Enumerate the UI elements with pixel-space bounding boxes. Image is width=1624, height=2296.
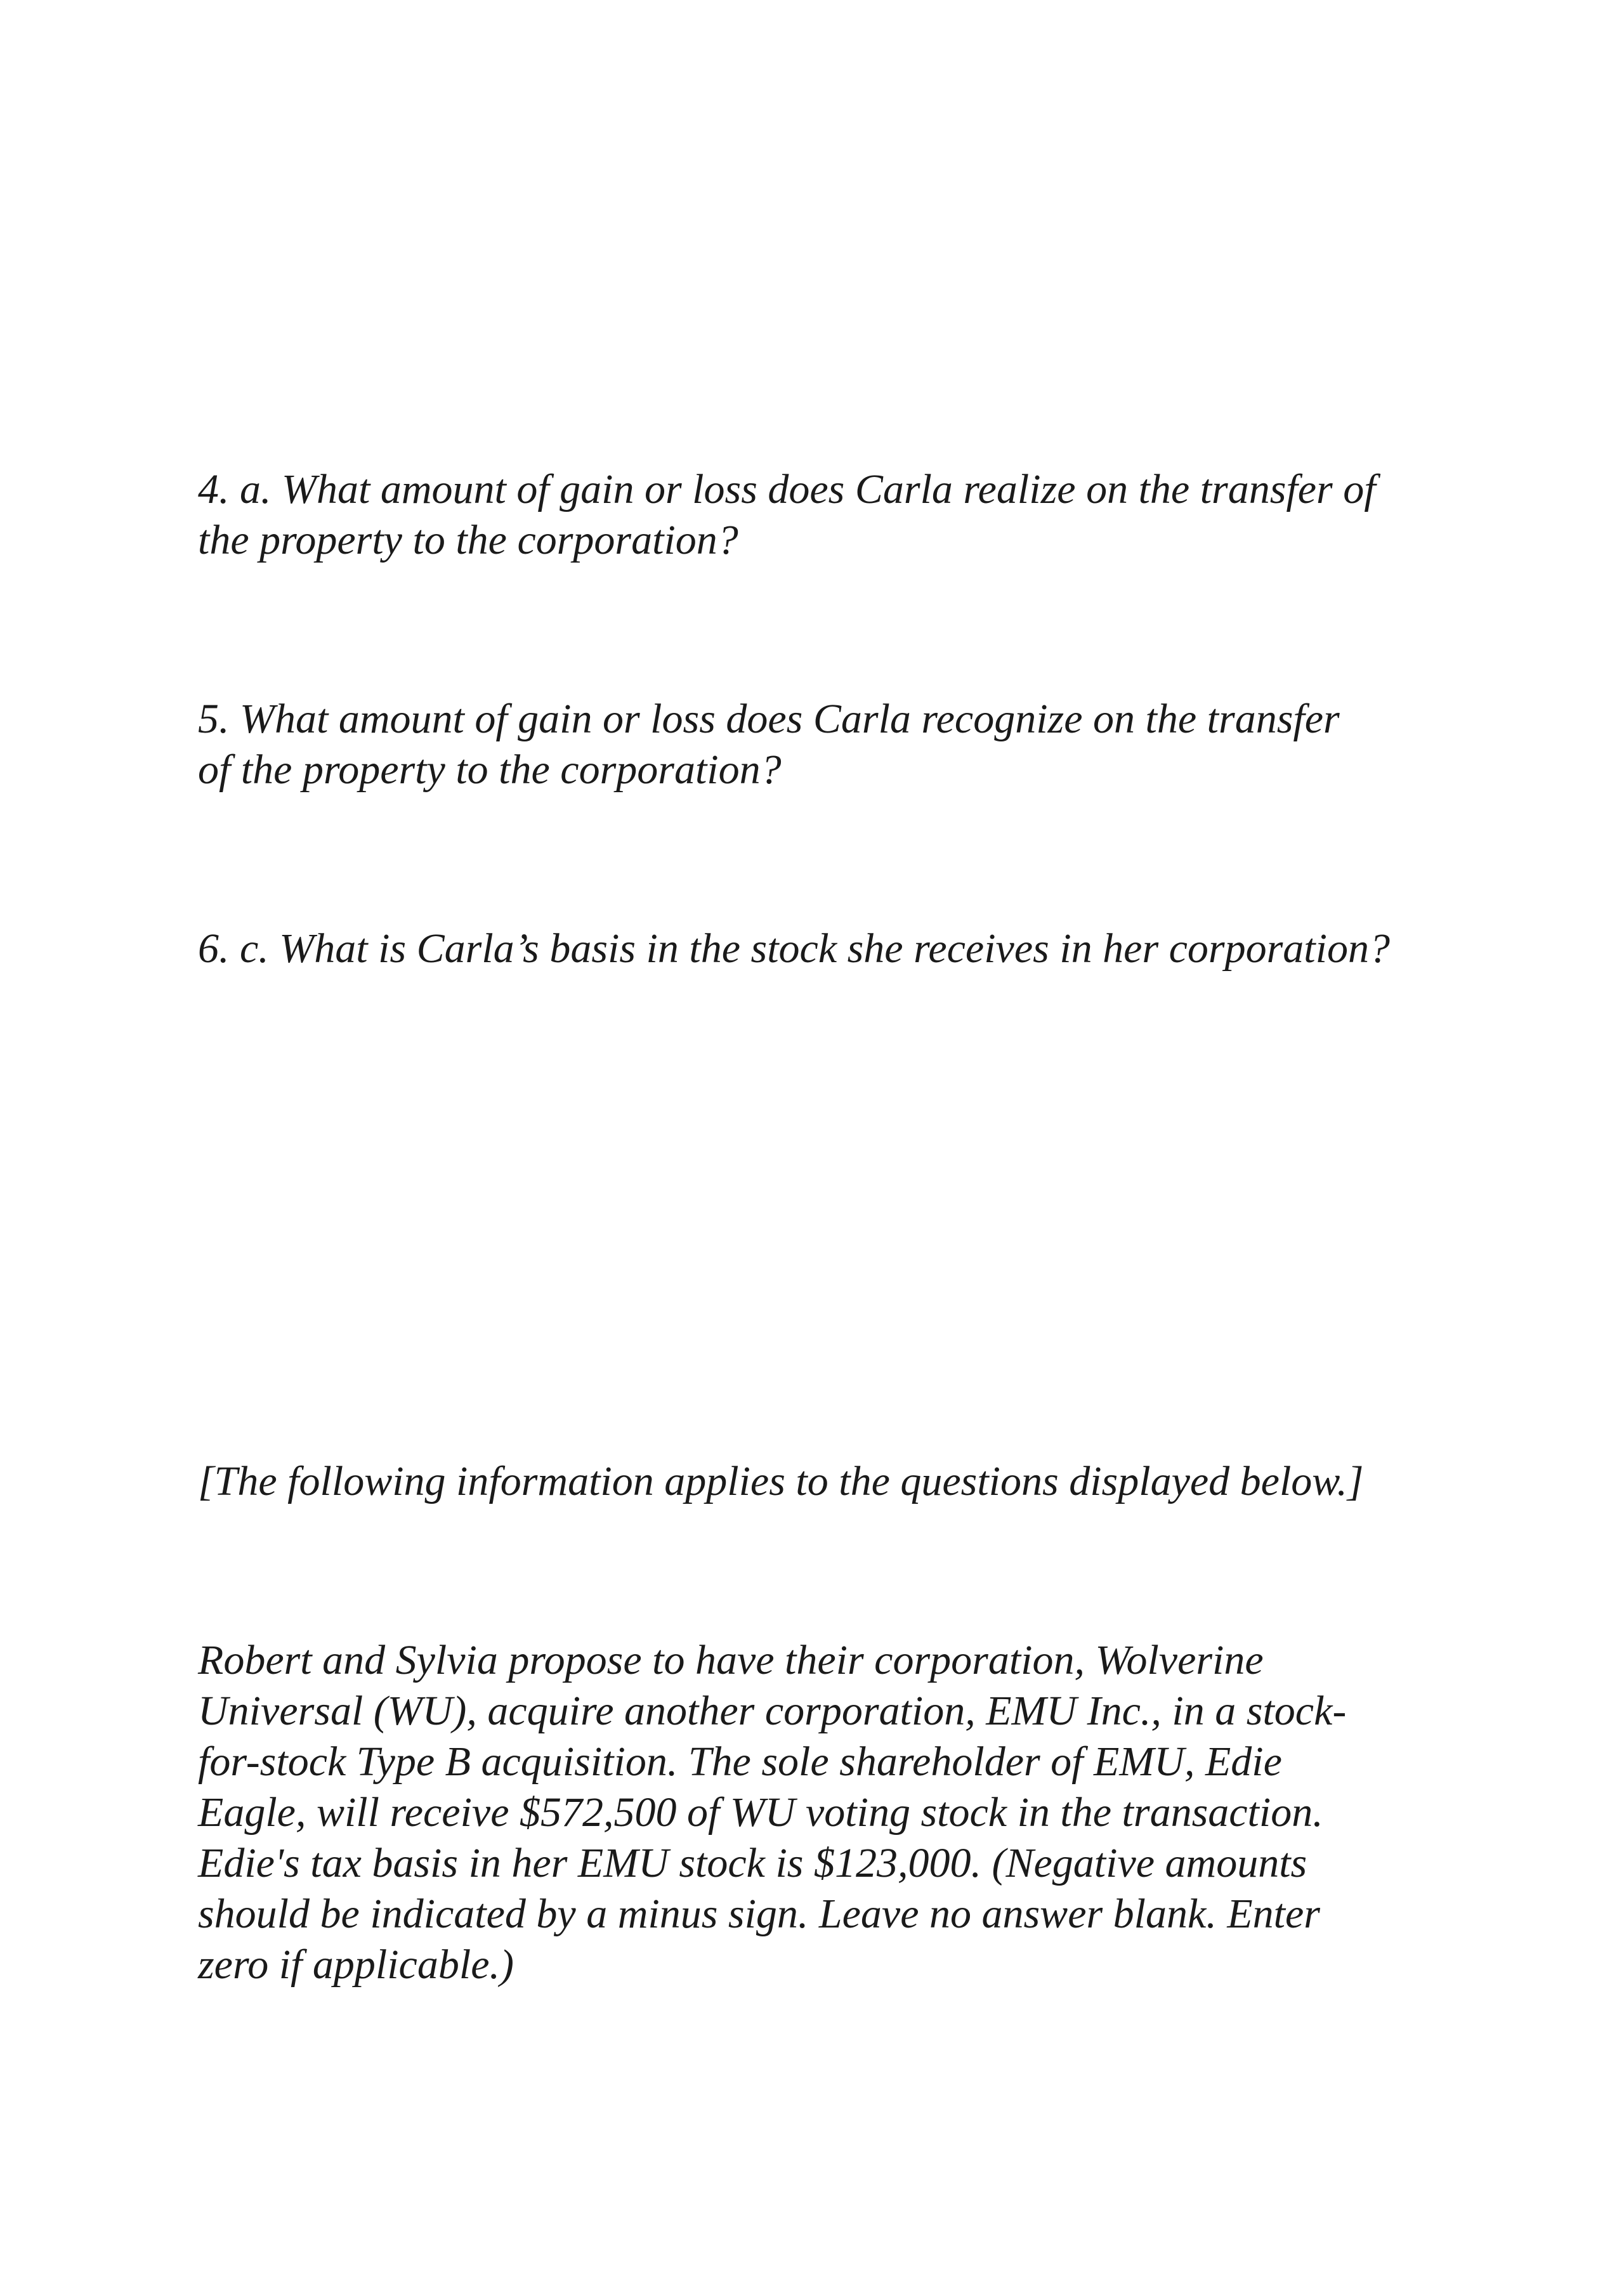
- question-5-line: of the property to the corporation?: [198, 747, 782, 793]
- scenario-line: Edie's tax basis in her EMU stock is $123,000. (Negative amounts: [198, 1840, 1307, 1886]
- scenario-line: zero if applicable.): [198, 1941, 514, 1988]
- scenario-line: Eagle, will receive $572,500 of WU voting stock in the transaction.: [198, 1789, 1323, 1836]
- question-6c-line: 6. c. What is Carla’s basis in the stock she receives in her corporation?: [198, 925, 1390, 972]
- question-5-line: 5. What amount of gain or loss does Carla recognize on the transfer: [198, 696, 1340, 742]
- question-4a-line: the property to the corporation?: [198, 517, 738, 563]
- scenario-line: should be indicated by a minus sign. Leave no answer blank. Enter: [198, 1891, 1320, 1937]
- info-note-text: [The following information applies to the questions displayed below.]: [198, 1458, 1364, 1504]
- scenario-line: Robert and Sylvia propose to have their corporation, Wolverine: [198, 1637, 1264, 1683]
- question-4a-line: 4. a. What amount of gain or loss does Carla realize on the transfer of: [198, 466, 1376, 512]
- question-6c: [198, 923, 1505, 974]
- scenario-line: Universal (WU), acquire another corporation, EMU Inc., in a stock-: [198, 1688, 1347, 1734]
- question-4a: [198, 464, 1505, 566]
- question-5: [198, 694, 1505, 795]
- scenario-paragraph: [198, 1635, 1505, 1990]
- info-note: [198, 1456, 1505, 1507]
- scenario-line: for-stock Type B acquisition. The sole shareholder of EMU, Edie: [198, 1738, 1282, 1785]
